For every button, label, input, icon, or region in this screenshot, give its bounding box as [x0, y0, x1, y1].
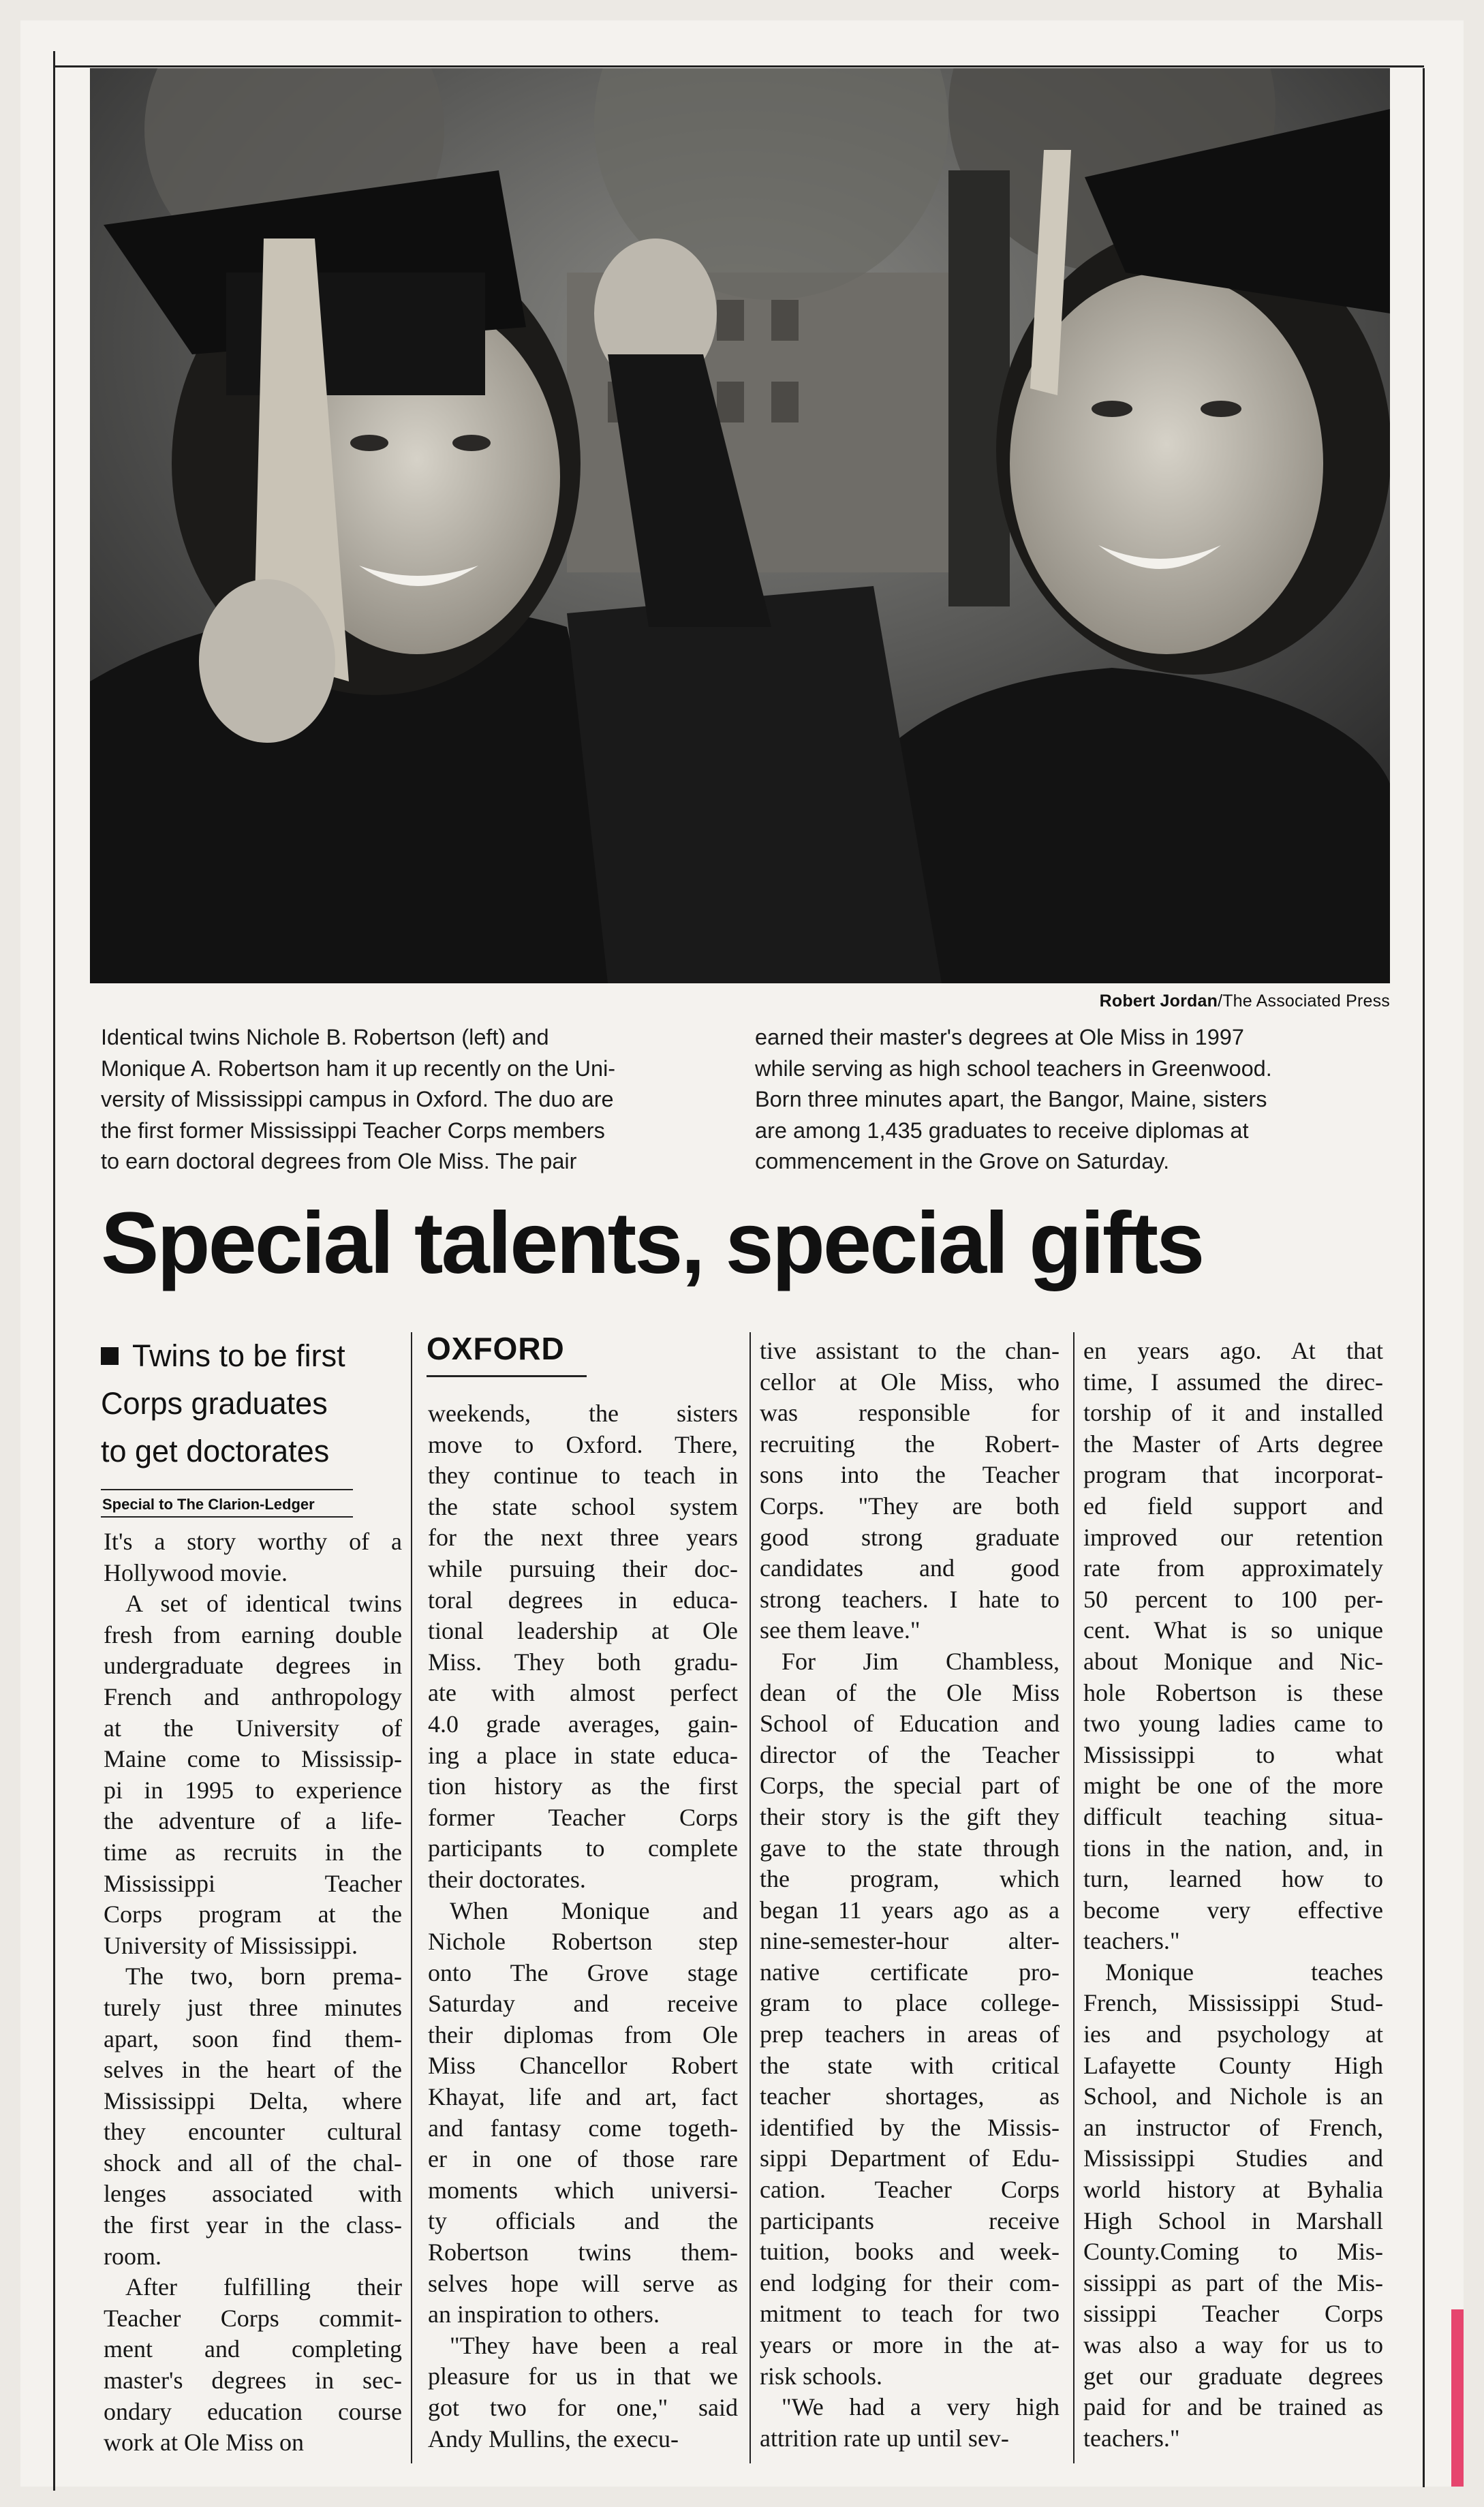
article-line: nine-semester-hour alter-	[760, 1927, 1060, 1955]
caption-line: Monique A. Robertson ham it up recently on the Uni-	[101, 1056, 616, 1081]
article-line: selves in the heart of the	[104, 2056, 402, 2084]
article-line: sissippi as part of the Mis-	[1083, 2268, 1383, 2296]
caption-line: commencement in the Grove on Saturday.	[755, 1149, 1170, 1173]
article-line: ty officials and the	[428, 2207, 738, 2235]
headline: Special talents, special gifts	[101, 1195, 1203, 1292]
article-line: was also a way for us to	[1083, 2331, 1383, 2358]
deck-line	[101, 1332, 387, 1380]
article-line: After fulfilling their	[125, 2273, 402, 2301]
article-line: School of Education and	[760, 1710, 1060, 1738]
article-line: prep teachers in areas of	[760, 2020, 1060, 2048]
article-line: program that incorporat-	[1083, 1461, 1383, 1489]
article-line: dean of the Ole Miss	[760, 1678, 1060, 1706]
article-line: Corps program at the	[104, 1901, 402, 1928]
article-line: University of Mississippi.	[104, 1931, 358, 1959]
deck-line: Corps graduates	[101, 1386, 328, 1421]
article-line: recruiting the Robert-	[760, 1430, 1060, 1458]
article-line: Mississippi Studies and	[1083, 2144, 1383, 2172]
caption-line: while serving as high school teachers in Greenwood.	[755, 1056, 1272, 1081]
square-bullet-icon	[101, 1347, 119, 1365]
article-line: began 11 years ago as a	[760, 1896, 1060, 1924]
article-line: rate from approximately	[1083, 1554, 1383, 1582]
article-line: er in one of those rare	[428, 2145, 738, 2173]
article-line: strong teachers. I hate to	[760, 1585, 1060, 1613]
photo-illustration	[90, 68, 1390, 983]
photo-agency: /The Associated Press	[1218, 991, 1390, 1011]
article-line: participants to complete	[428, 1834, 738, 1862]
article-column-3	[760, 1336, 1060, 2454]
article-line: toral degrees in educa-	[428, 1586, 738, 1614]
frame-rule-right	[1423, 68, 1425, 2487]
article-line: world history at Byhalia	[1083, 2176, 1383, 2204]
article-line: gram to place college-	[760, 1989, 1060, 2017]
article-line: time as recruits in the	[104, 1838, 402, 1866]
article-line: become very effective	[1083, 1896, 1383, 1924]
article-line: and fantasy come togeth-	[428, 2114, 738, 2142]
article-line: their story is the gift they	[760, 1802, 1060, 1830]
article-line: difficult teaching situa-	[1083, 1802, 1383, 1830]
article-line: ed field support and	[1083, 1492, 1383, 1520]
article-line: Mississippi to what	[1083, 1740, 1383, 1768]
article-line: pi in 1995 to experience	[104, 1776, 402, 1804]
byline-rule-bottom	[101, 1516, 353, 1518]
article-line: Khayat, life and art, fact	[428, 2083, 738, 2111]
article-line: Corps. "They are both	[760, 1492, 1060, 1520]
article-line: tive assistant to the chan-	[760, 1337, 1060, 1364]
deck-line: to get doctorates	[101, 1434, 330, 1468]
article-line: ing a place in state educa-	[428, 1741, 738, 1769]
caption-line: are among 1,435 graduates to receive diplomas at	[755, 1118, 1249, 1143]
article-line: onto The Grove stage	[428, 1958, 738, 1986]
article-line: tional leadership at Ole	[428, 1617, 738, 1645]
article-line: Mississippi Delta, where	[104, 2087, 402, 2114]
article-line: ate with almost perfect	[428, 1679, 738, 1707]
article-line: selves hope will serve as	[428, 2269, 738, 2297]
article-line: their diplomas from Ole	[428, 2020, 738, 2048]
article-line: High School in Marshall	[1083, 2206, 1383, 2234]
article-line: weekends, the sisters	[428, 1400, 738, 1427]
article-line: Andy Mullins, the execu-	[428, 2425, 679, 2452]
article-line: time, I assumed the direc-	[1083, 1368, 1383, 1396]
article-line: former Teacher Corps	[428, 1803, 738, 1831]
article-line: paid for and be trained as	[1083, 2393, 1383, 2421]
article-line: turely just three minutes	[104, 1993, 402, 2021]
article-line: hole Robertson is these	[1083, 1678, 1383, 1706]
article-line: pleasure for us in that we	[428, 2363, 738, 2390]
caption-line: versity of Mississippi campus in Oxford. The duo are	[101, 1087, 614, 1111]
article-line: native certificate pro-	[760, 1958, 1060, 1986]
article-line: work at Ole Miss on	[104, 2429, 304, 2457]
article-line: Teacher Corps commit-	[104, 2304, 402, 2332]
article-line: see them leave."	[760, 1616, 921, 1644]
article-line: mitment to teach for two	[760, 2300, 1060, 2328]
article-line: "They have been a real	[450, 2331, 738, 2359]
article-line: For Jim Chambless,	[782, 1647, 1060, 1675]
article-line: get our graduate degrees	[1083, 2362, 1383, 2390]
article-line: two young ladies came to	[1083, 1710, 1383, 1738]
caption-line: to earn doctoral degrees from Ole Miss. The pair	[101, 1149, 577, 1173]
article-line: the state with critical	[760, 2051, 1060, 2079]
article-line: director of the Teacher	[760, 1740, 1060, 1768]
article-line: risk schools.	[760, 2362, 882, 2390]
article-line: identified by the Missis-	[760, 2113, 1060, 2141]
article-line: The two, born prema-	[125, 1963, 402, 1990]
article-line: fresh from earning double	[104, 1620, 402, 1648]
column-rule-3	[1073, 1332, 1075, 2463]
article-column-2	[428, 1398, 738, 2455]
article-line: tion history as the first	[428, 1772, 738, 1800]
article-line: cation. Teacher Corps	[760, 2176, 1060, 2204]
article-line: undergraduate degrees in	[104, 1652, 402, 1680]
article-line: gave to the state through	[760, 1834, 1060, 1862]
article-line: moments which universi-	[428, 2176, 738, 2204]
photo-credit	[1100, 991, 1390, 1011]
article-line: the Master of Arts degree	[1083, 1430, 1383, 1458]
background-edge	[1451, 2309, 1464, 2487]
frame-rule-top	[53, 65, 1424, 67]
article-line: an instructor of French,	[1083, 2113, 1383, 2141]
article-line: while pursuing their doc-	[428, 1554, 738, 1582]
article-line: cellor at Ole Miss, who	[760, 1368, 1060, 1396]
article-line: attrition rate up until sev-	[760, 2424, 1009, 2452]
article-line: Maine come to Mississip-	[104, 1745, 402, 1773]
article-line: end lodging for their com-	[760, 2268, 1060, 2296]
article-line: tuition, books and week-	[760, 2238, 1060, 2266]
article-line: good strong graduate	[760, 1523, 1060, 1551]
article-line: improved our retention	[1083, 1523, 1383, 1551]
photo-caption-right	[755, 1022, 1409, 1178]
frame-rule-left	[53, 51, 55, 2491]
article-line: ment and completing	[104, 2335, 402, 2363]
article-line: 4.0 grade averages, gain-	[428, 1710, 738, 1738]
article-line: lenges associated with	[104, 2180, 402, 2208]
article-line: Hollywood movie.	[104, 1558, 288, 1586]
article-line: Robertson twins them-	[428, 2239, 738, 2266]
article-line: at the University of	[104, 1714, 402, 1742]
article-line: master's degrees in sec-	[104, 2367, 402, 2395]
caption-line: Born three minutes apart, the Bangor, Maine, sisters	[755, 1087, 1267, 1111]
graduates-photo	[90, 68, 1390, 983]
article-column-4	[1083, 1336, 1383, 2454]
column-rule-1	[411, 1332, 412, 2463]
dateline: OXFORD	[427, 1331, 565, 1366]
column-rule-2	[749, 1332, 751, 2463]
photo-caption-left	[101, 1022, 755, 1178]
article-line: about Monique and Nic-	[1083, 1647, 1383, 1675]
article-line: When Monique and	[450, 1896, 738, 1924]
caption-line: the first former Mississippi Teacher Corps members	[101, 1118, 605, 1143]
article-line: Nichole Robertson step	[428, 1928, 738, 1956]
article-line: en years ago. At that	[1083, 1337, 1383, 1364]
article-line: sissippi Teacher Corps	[1083, 2300, 1383, 2328]
photographer-name: Robert Jordan	[1099, 991, 1218, 1011]
article-line: shock and all of the chal-	[104, 2149, 402, 2177]
article-line: teacher shortages, as	[760, 2082, 1060, 2110]
article-line: teachers."	[1083, 2424, 1180, 2452]
article-line: turn, learned how to	[1083, 1865, 1383, 1893]
article-line: A set of identical twins	[125, 1590, 402, 1618]
article-line: the adventure of a life-	[104, 1807, 402, 1835]
article-line: School, and Nichole is an	[1083, 2082, 1383, 2110]
article-line: Corps, the special part of	[760, 1772, 1060, 1800]
deck-text: Twins to be first	[132, 1338, 345, 1373]
article-line: Mississippi Teacher	[104, 1869, 402, 1897]
article-line: French, Mississippi Stud-	[1083, 1989, 1383, 2017]
article-line: French and anthropology	[104, 1682, 402, 1710]
article-line: Monique teaches	[1105, 1958, 1383, 1986]
article-line: was responsible for	[760, 1399, 1060, 1427]
article-line: an inspiration to others.	[428, 2301, 660, 2328]
article-line: years or more in the at-	[760, 2331, 1060, 2358]
article-line: the first year in the class-	[104, 2211, 402, 2239]
article-line: tions in the nation, and, in	[1083, 1834, 1383, 1862]
article-line: ies and psychology at	[1083, 2020, 1383, 2048]
article-line: torship of it and installed	[1083, 1399, 1383, 1427]
article-line: got two for one," said	[428, 2394, 738, 2421]
article-line: their doctorates.	[428, 1865, 586, 1893]
caption-line: Identical twins Nichole B. Robertson (left) and	[101, 1025, 549, 1049]
dateline-rule	[427, 1375, 587, 1377]
article-line: teachers."	[1083, 1927, 1180, 1955]
article-line: County.Coming to Mis-	[1083, 2238, 1383, 2266]
article-line: apart, soon find them-	[104, 2025, 402, 2052]
article-line: participants receive	[760, 2206, 1060, 2234]
article-line: for the next three years	[428, 1524, 738, 1552]
caption-line: earned their master's degrees at Ole Miss in 1997	[755, 1025, 1244, 1049]
article-line: cent. What is so unique	[1083, 1616, 1383, 1644]
article-line: they continue to teach in	[428, 1462, 738, 1490]
article-line: room.	[104, 2242, 161, 2270]
article-line: sons into the Teacher	[760, 1461, 1060, 1489]
article-line: they encounter cultural	[104, 2118, 402, 2146]
article-line: Miss. They both gradu-	[428, 1648, 738, 1676]
article-line: ondary education course	[104, 2397, 402, 2425]
article-line: might be one of the more	[1083, 1772, 1383, 1800]
article-line: sippi Department of Edu-	[760, 2144, 1060, 2172]
article-line: the program, which	[760, 1865, 1060, 1893]
subheadline-deck	[101, 1332, 387, 1475]
article-line: It's a story worthy of a	[104, 1528, 402, 1555]
article-line: 50 percent to 100 per-	[1083, 1585, 1383, 1613]
article-line: "We had a very high	[782, 2393, 1060, 2421]
article-column-1	[104, 1526, 402, 2459]
byline: Special to The Clarion-Ledger	[102, 1496, 315, 1513]
article-line: Miss Chancellor Robert	[428, 2052, 738, 2080]
article-line: candidates and good	[760, 1554, 1060, 1582]
article-line: move to Oxford. There,	[428, 1430, 738, 1458]
article-line: Lafayette County High	[1083, 2051, 1383, 2079]
article-line: the state school system	[428, 1492, 738, 1520]
article-line: Saturday and receive	[428, 1990, 738, 2018]
byline-rule	[101, 1489, 353, 1490]
